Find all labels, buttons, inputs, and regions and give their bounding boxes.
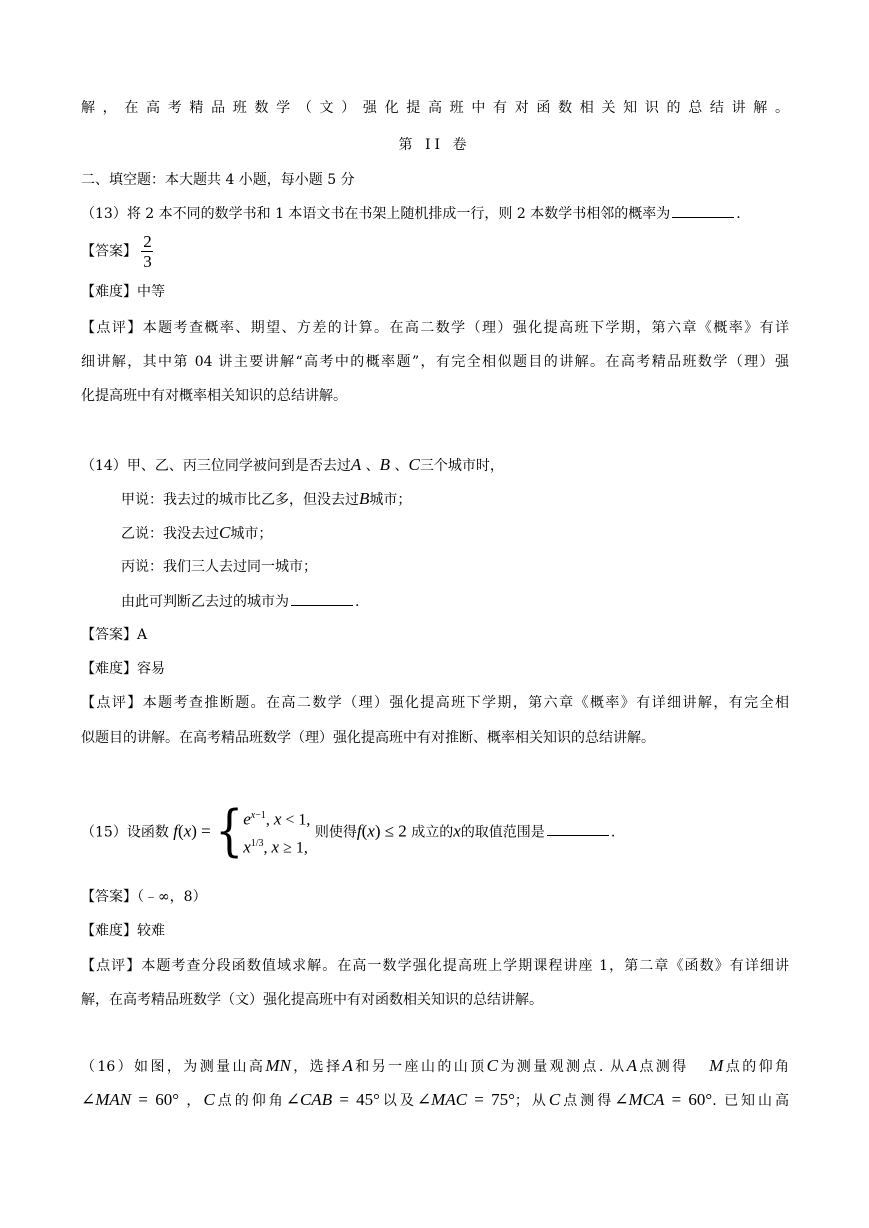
q14-difficulty: 【难度】容易 bbox=[81, 661, 165, 677]
q14-answer: 【答案】A bbox=[81, 627, 148, 643]
q15-answer: 【答案】（﹣∞，8） bbox=[81, 889, 207, 905]
piecewise-cases: $e^{x-1}$, x < 1, $x^{1/3}$, x ≥ 1, bbox=[243, 809, 311, 857]
q14-line-2: 乙说：我没去过C城市； bbox=[121, 523, 273, 542]
q14-line-3: 丙说：我们三人去过同一城市； bbox=[121, 559, 317, 575]
q14-comment-2: 似题目的讲解。在高考精品班数学（理）强化提高班中有对推断、概率相关知识的总结讲解。 bbox=[81, 730, 655, 746]
text-line: 解，在高考精品班数学（文）强化提高班中有对函数相关知识的总结讲解。 bbox=[81, 100, 789, 116]
q14-comment-1: 【点评】本题考查推断题。在高二数学（理）强化提高班下学期，第六章《概率》有详细讲解，有完全相 bbox=[81, 695, 790, 711]
fraction: $\frac{2}{3}$ bbox=[143, 232, 152, 271]
question-16-line-2: ∠MAN = 60° ，C点的仰角∠CAB = 45°以及∠MAC = 75°；从C点测得∠MCA = 60°. 已知山高 bbox=[81, 1090, 790, 1109]
q15-difficulty: 【难度】较难 bbox=[81, 923, 165, 939]
question-13: （13）将 2 本不同的数学书和 1 本语文书在书架上随机排成一行，则 2 本数学书相邻的概率为 . bbox=[81, 203, 741, 224]
q13-comment-2: 细讲解，其中第 04 讲主要讲解“高考中的概率题”，有完全相似题目的讲解。在高考精品班数学（理）强 bbox=[81, 354, 789, 370]
q13-comment-3: 化提高班中有对概率相关知识的总结讲解。 bbox=[81, 388, 347, 404]
q13-answer: 【答案】 $\frac{2}{3}$ bbox=[81, 232, 152, 271]
question-14: （14）甲、乙、丙三位同学被问到是否去过A 、B 、C三个城市时， bbox=[81, 455, 504, 474]
question-15: （15）设函数 f(x) = { $e^{x-1}$, x < 1, $x^{1/3}$, x ≥ 1, 则使得f(x) ≤ 2 成立的x的取值范围是 . bbox=[81, 799, 616, 864]
question-16-line-1: （16）如图，为测量山高MN，选择A和另一座山的山顶C为测量观测点. 从A点测得 M点的仰角 bbox=[81, 1056, 790, 1075]
q15-comment-2: 解，在高考精品班数学（文）强化提高班中有对函数相关知识的总结讲解。 bbox=[81, 992, 543, 1008]
q14-line-1: 甲说：我去过的城市比乙多，但没去过B城市； bbox=[121, 489, 412, 508]
q13-comment-1: 【点评】本题考查概率、期望、方差的计算。在高二数学（理）强化提高班下学期，第六章《概率》有详 bbox=[81, 320, 790, 336]
section-heading: 二、填空题：本大题共 4 小题，每小题 5 分 bbox=[81, 172, 355, 188]
q15-comment-1: 【点评】本题考查分段函数值域求解。在高一数学强化提高班上学期课程讲座 1，第二章《函数》有详细讲 bbox=[81, 958, 789, 974]
q13-difficulty: 【难度】中等 bbox=[81, 284, 165, 300]
volume-heading: 第 II 卷 bbox=[398, 137, 471, 153]
q14-line-4: 由此可判断乙去过的城市为 . bbox=[121, 591, 359, 612]
